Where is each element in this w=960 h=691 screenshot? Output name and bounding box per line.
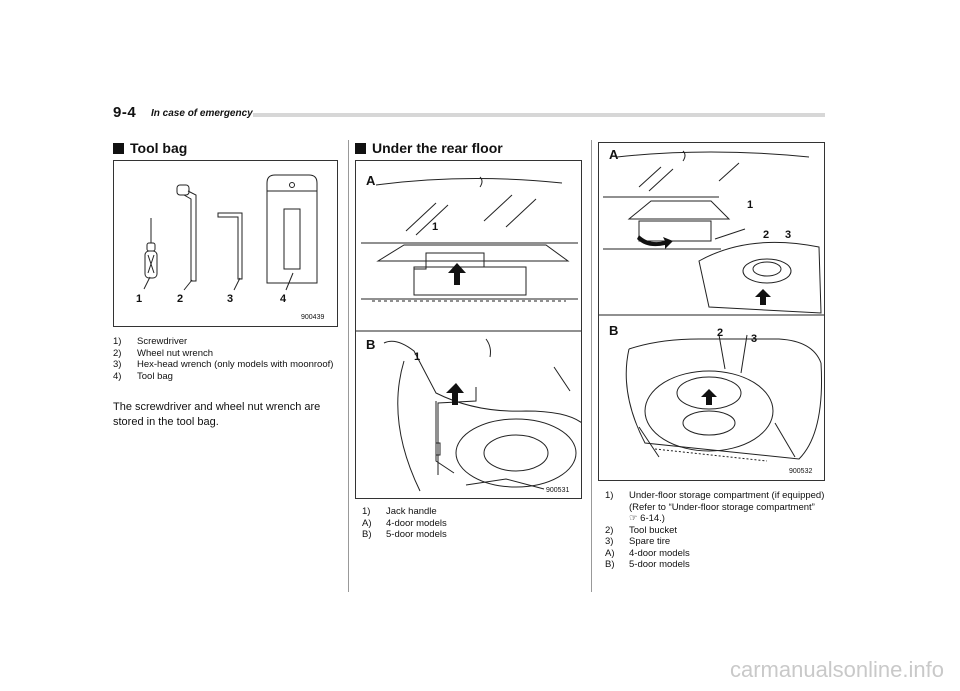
under-floor-legend [362,506,582,541]
list-item: 2) Tool bucket [605,524,678,536]
tool-bag-label-area [284,209,300,269]
list-item: 1) Under-floor storage compartment (if equipped) (Refer to “Under-floor storage compartment” ☞ 6-14.) [605,490,825,524]
list-item: B) 5-door models [605,559,690,570]
list-item: 3) Hex-head wrench (only models with moonroof) [113,359,334,370]
bullet-square-icon [113,143,124,154]
arrow-up-icon [448,263,466,285]
figure-code: 900532 [789,468,813,475]
callout-3: 3 [785,229,792,241]
callout-3: 3 [751,333,758,345]
callout-1: 1 [136,293,143,305]
under-floor-illustration [356,161,582,499]
wrench-socket [177,185,189,195]
list-item: 2) Wheel nut wrench [113,347,214,359]
list-item: B) 5-door models [362,529,447,540]
storage-figure [598,142,825,481]
under-floor-title-text: Under the rear floor [372,140,503,156]
storage-legend [605,490,825,571]
arrow-up-icon [755,289,771,305]
arrow-curved-icon [637,235,673,249]
figure-code: 900439 [301,314,325,321]
callout-2: 2 [763,229,770,241]
hex-wrench [218,213,242,279]
tool-bag-figure [113,160,338,327]
list-item: 3) Spare tire [605,536,671,547]
under-floor-title [355,140,503,156]
wrench-bar [184,191,196,281]
panel-label-a: A [609,147,619,162]
page-number: 9-4 [113,104,137,121]
section-name: In case of emergency [151,108,253,119]
tool-bag-illustration [114,161,338,327]
screwdriver-collar [147,243,155,251]
page-header [113,104,825,124]
column-divider [348,140,349,592]
list-item: 1) Screwdriver [113,336,188,347]
list-item: 4) Tool bag [113,370,173,382]
panel-label-b: B [366,337,376,352]
callout-1: 1 [414,351,421,363]
storage-illustration [599,143,825,481]
panel-label-b: B [609,323,619,338]
panel-label-a: A [366,173,376,188]
tool-bag-legend [113,336,338,382]
tool-bag-body-text: The screwdriver and wheel nut wrench are stored in the tool bag. [113,401,321,428]
list-item: 1) Jack handle [362,506,437,517]
callout-1: 1 [432,221,439,233]
watermark: carmanualsonline.info [729,657,944,682]
header-rule [253,113,825,117]
bullet-square-icon [355,143,366,154]
callout-2: 2 [177,293,184,305]
list-item: A) 4-door models [362,517,447,529]
under-floor-figure [355,160,582,499]
callout-2: 2 [717,327,724,339]
list-item: A) 4-door models [605,547,690,559]
arrow-up-icon [701,389,717,405]
callout-1: 1 [747,199,754,211]
tool-bag-title [113,140,187,156]
callout-3: 3 [227,293,234,305]
figure-code: 900531 [546,487,570,494]
column-divider [591,140,592,592]
callout-4: 4 [280,293,287,305]
tool-bag-title-text: Tool bag [130,140,188,156]
